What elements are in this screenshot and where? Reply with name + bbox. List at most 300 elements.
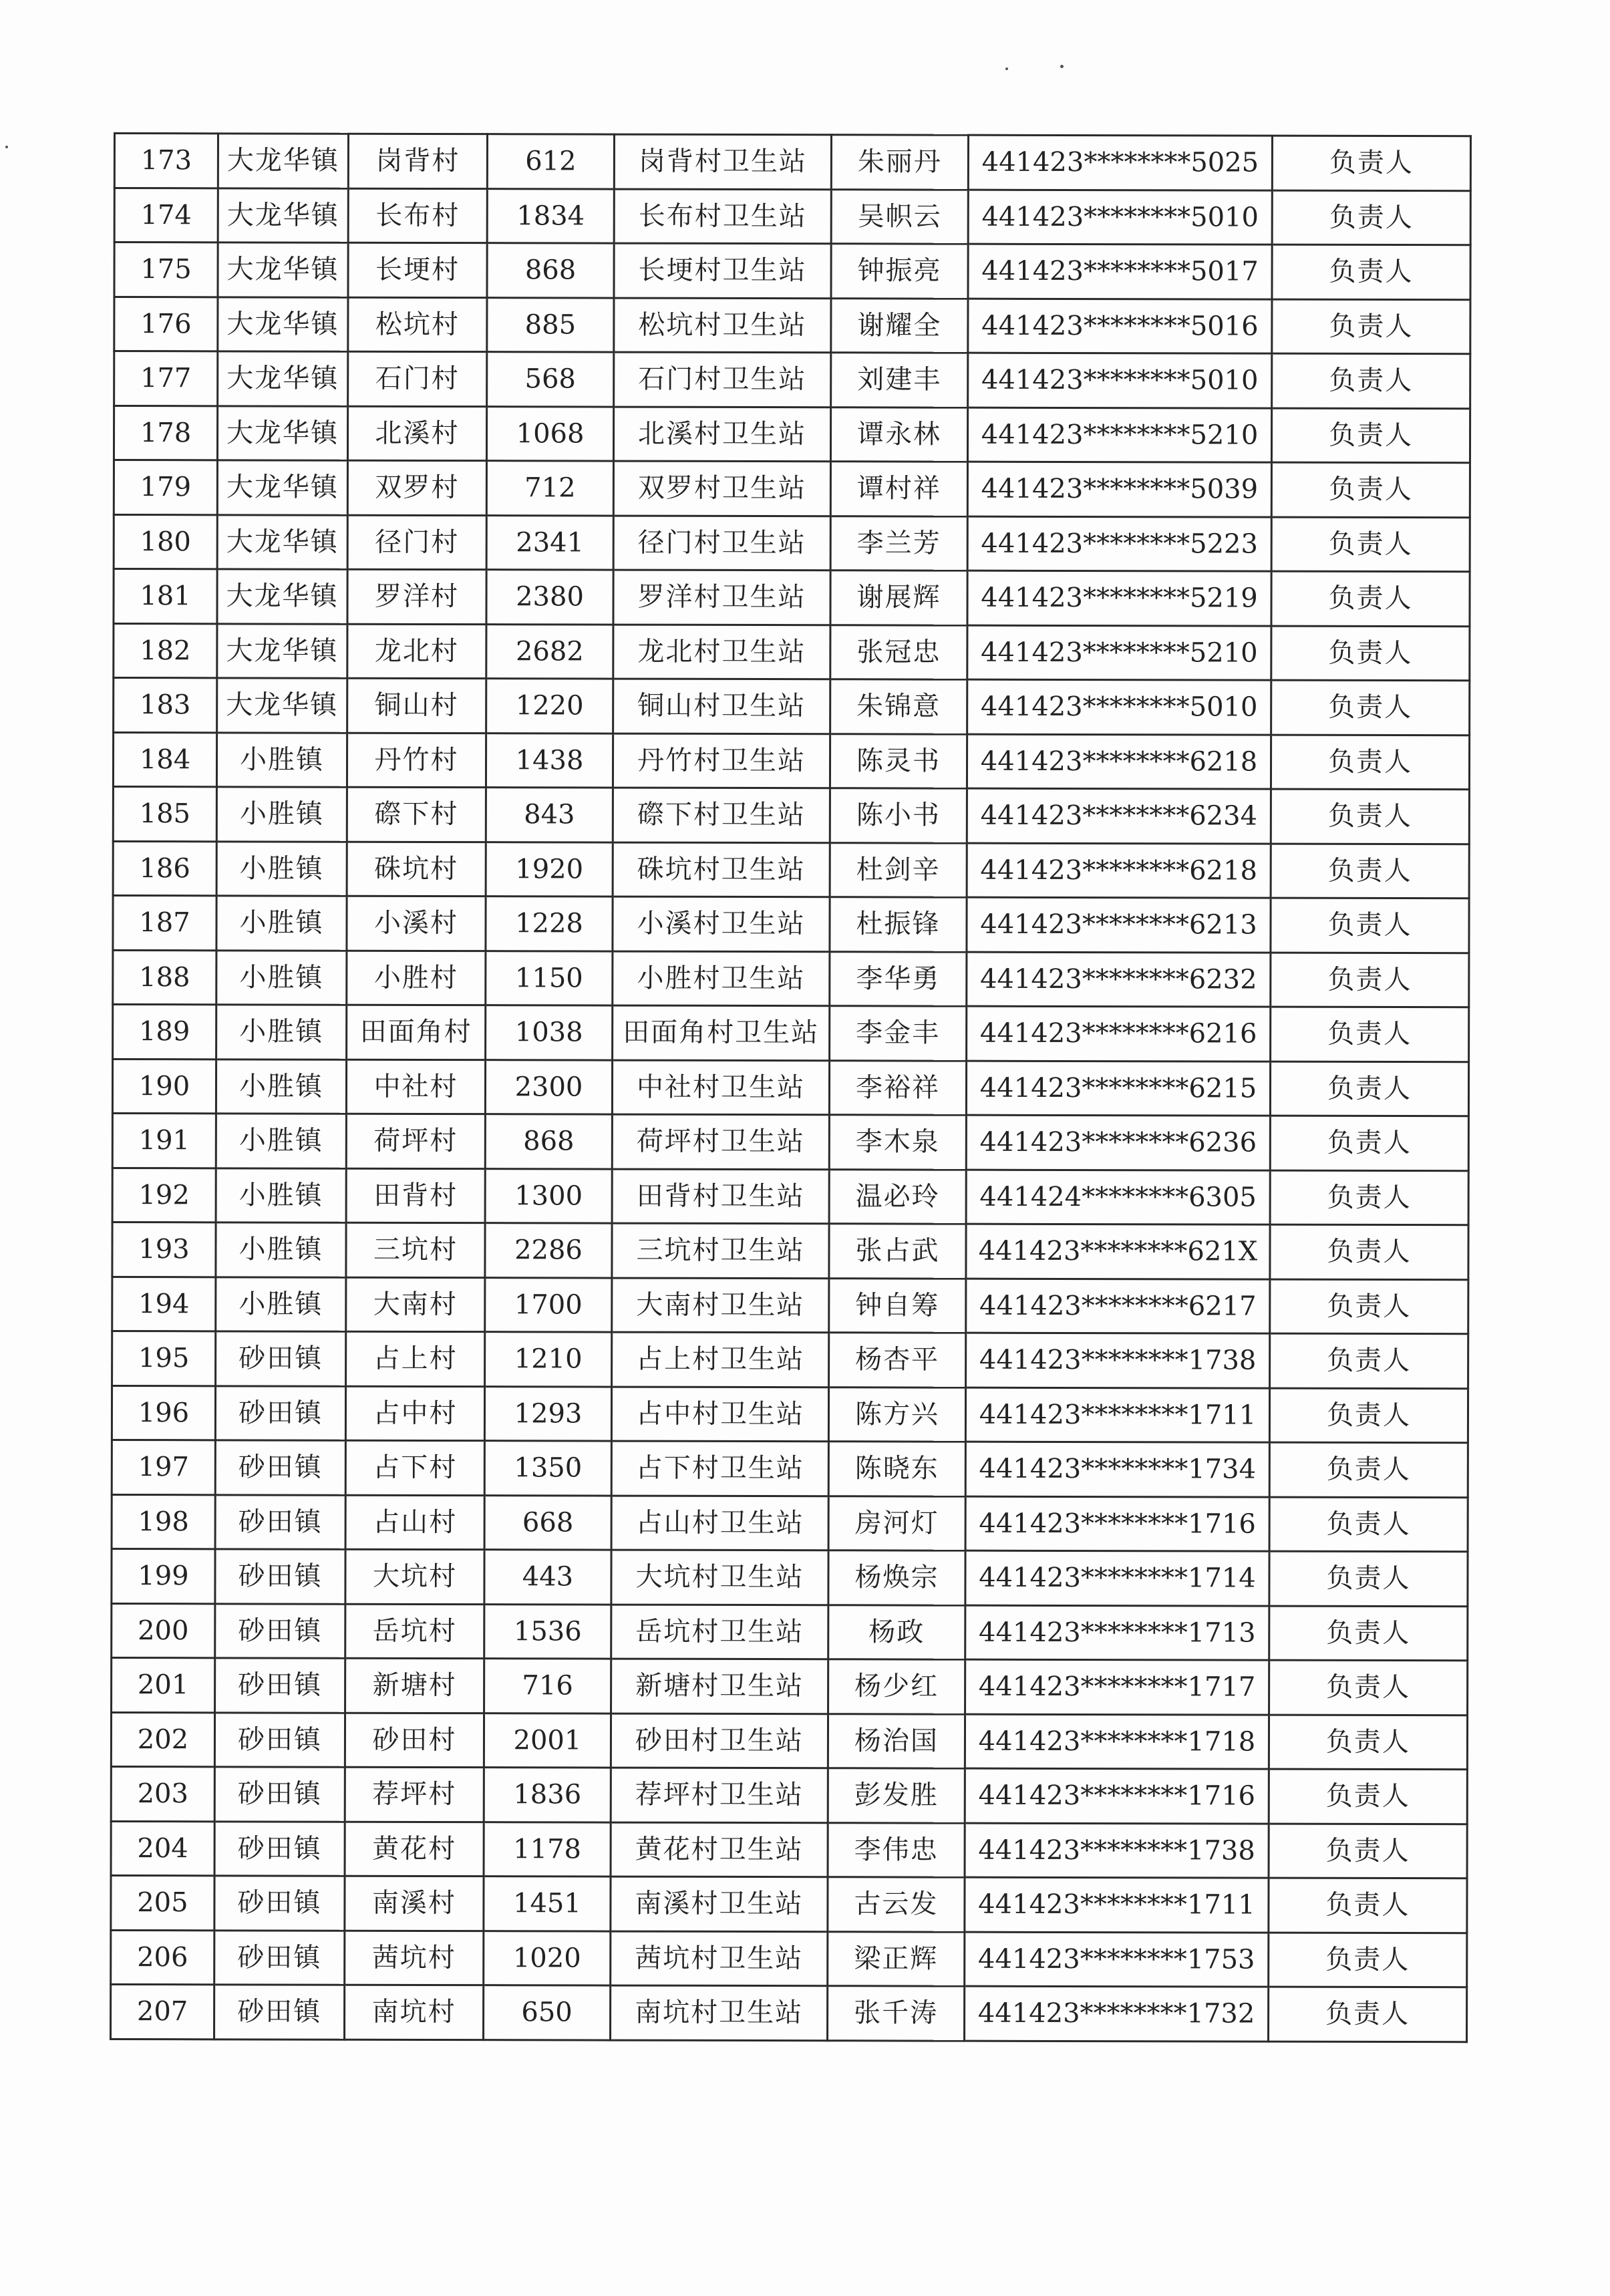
station-cell: 南溪村卫生站 — [611, 1876, 828, 1931]
table-row — [113, 787, 1469, 844]
town-cell: 大龙华镇 — [217, 460, 347, 515]
station-cell: 小溪村卫生站 — [613, 896, 830, 951]
population-cell: 1300 — [485, 1168, 612, 1223]
row-number-cell: 196 — [112, 1385, 215, 1440]
population-cell: 1150 — [486, 951, 613, 1005]
table-row — [111, 1821, 1467, 1878]
village-cell: 丹竹村 — [347, 733, 486, 788]
row-number-cell: 206 — [111, 1930, 214, 1985]
station-cell: 龙北村卫生站 — [613, 625, 830, 679]
id-number-cell: 441423********5010 — [967, 679, 1271, 734]
row-number-cell: 205 — [111, 1875, 214, 1930]
table-row — [114, 297, 1470, 354]
row-number-cell: 197 — [112, 1440, 215, 1494]
row-number-cell: 207 — [111, 1984, 214, 2039]
row-number-cell: 204 — [111, 1821, 214, 1876]
clinic-roster-table — [110, 132, 1472, 2043]
id-number-cell: 441423********5010 — [968, 353, 1272, 407]
person-name-cell: 杨焕宗 — [828, 1550, 965, 1605]
station-cell: 硃坑村卫生站 — [613, 842, 830, 897]
population-cell: 2341 — [486, 515, 613, 570]
station-cell: 石门村卫生站 — [614, 352, 831, 407]
table-row — [112, 1222, 1468, 1279]
row-number-cell: 187 — [113, 896, 216, 951]
person-name-cell: 吴帜云 — [831, 189, 968, 244]
row-number-cell: 189 — [113, 1005, 216, 1059]
village-cell: 岳坑村 — [345, 1604, 484, 1659]
table-row — [114, 188, 1470, 245]
role-cell: 负责人 — [1269, 1769, 1467, 1824]
role-cell: 负责人 — [1272, 353, 1470, 408]
town-cell: 大龙华镇 — [218, 242, 348, 297]
row-number-cell: 181 — [114, 569, 217, 624]
id-number-cell: 441423********1716 — [965, 1496, 1269, 1551]
station-cell: 荷坪村卫生站 — [612, 1114, 829, 1169]
person-name-cell: 李兰芳 — [830, 516, 967, 570]
role-cell: 负责人 — [1271, 462, 1470, 517]
village-cell: 大南村 — [346, 1277, 485, 1332]
row-number-cell: 203 — [111, 1766, 214, 1821]
village-cell: 占上村 — [346, 1331, 485, 1386]
person-name-cell: 朱丽丹 — [831, 135, 968, 190]
role-cell: 负责人 — [1269, 1878, 1467, 1933]
village-cell: 岗背村 — [348, 134, 487, 188]
station-cell: 岗背村卫生站 — [614, 134, 831, 189]
role-cell: 负责人 — [1272, 190, 1470, 245]
role-cell: 负责人 — [1269, 1933, 1467, 1987]
town-cell: 大龙华镇 — [218, 188, 348, 242]
row-number-cell: 180 — [114, 514, 217, 569]
town-cell: 砂田镇 — [216, 1331, 346, 1386]
role-cell: 负责人 — [1271, 626, 1470, 681]
id-number-cell: 441423********6218 — [967, 843, 1271, 898]
village-cell: 小胜村 — [347, 951, 486, 1005]
person-name-cell: 彭发胜 — [828, 1768, 965, 1823]
row-number-cell: 198 — [112, 1494, 215, 1549]
table-row — [114, 514, 1470, 572]
village-cell: 田背村 — [346, 1168, 485, 1223]
population-cell: 1293 — [484, 1386, 611, 1441]
station-cell: 松坑村卫生站 — [614, 298, 831, 353]
person-name-cell: 杨少红 — [828, 1659, 965, 1714]
role-cell: 负责人 — [1271, 1007, 1469, 1061]
role-cell: 负责人 — [1269, 1824, 1467, 1878]
village-cell: 双罗村 — [347, 460, 486, 515]
table-row — [114, 351, 1470, 409]
id-number-cell: 441423********6234 — [967, 788, 1271, 843]
role-cell: 负责人 — [1271, 517, 1470, 572]
station-cell: 中社村卫生站 — [612, 1060, 829, 1115]
village-cell: 松坑村 — [348, 297, 487, 352]
population-cell: 1210 — [485, 1332, 612, 1387]
id-number-cell: 441423********6215 — [966, 1061, 1270, 1116]
population-cell: 1228 — [486, 896, 613, 951]
town-cell: 大龙华镇 — [217, 678, 347, 733]
table-row — [114, 460, 1470, 518]
role-cell: 负责人 — [1270, 1333, 1468, 1388]
town-cell: 砂田镇 — [215, 1549, 345, 1604]
village-cell: 茜坑村 — [345, 1931, 484, 1985]
population-cell: 868 — [487, 243, 614, 298]
village-cell: 石门村 — [348, 351, 487, 406]
person-name-cell: 杜振锋 — [830, 897, 967, 952]
row-number-cell: 193 — [112, 1222, 216, 1277]
town-cell: 砂田镇 — [215, 1385, 345, 1440]
population-cell: 2682 — [486, 624, 613, 679]
town-cell: 小胜镇 — [216, 1114, 346, 1168]
id-number-cell: 441423********5210 — [967, 407, 1271, 462]
role-cell: 负责人 — [1271, 735, 1469, 790]
station-cell: 径门村卫生站 — [613, 516, 830, 570]
station-cell: 占上村卫生站 — [612, 1332, 829, 1387]
table-row — [113, 732, 1469, 790]
row-number-cell: 179 — [114, 460, 217, 515]
person-name-cell: 朱锦意 — [830, 679, 967, 734]
population-cell: 1536 — [484, 1604, 611, 1659]
station-cell: 占山村卫生站 — [611, 1496, 828, 1550]
town-cell: 砂田镇 — [214, 1930, 345, 1985]
table-row — [112, 1331, 1468, 1388]
id-number-cell: 441423********1716 — [965, 1768, 1269, 1823]
role-cell: 负责人 — [1269, 1987, 1467, 2041]
population-cell: 1834 — [487, 188, 614, 243]
row-number-cell: 185 — [113, 787, 216, 842]
role-cell: 负责人 — [1271, 408, 1470, 463]
population-cell: 1920 — [486, 842, 613, 896]
person-name-cell: 陈灵书 — [830, 733, 967, 788]
station-cell: 砂田村卫生站 — [611, 1713, 828, 1768]
population-cell: 885 — [487, 297, 614, 352]
table-row — [112, 1440, 1468, 1497]
row-number-cell: 192 — [112, 1168, 216, 1222]
id-number-cell: 441423********5219 — [967, 570, 1271, 625]
town-cell: 砂田镇 — [214, 1821, 345, 1876]
village-cell: 荷坪村 — [346, 1114, 485, 1168]
row-number-cell: 200 — [112, 1603, 215, 1658]
role-cell: 负责人 — [1270, 1224, 1468, 1279]
town-cell: 砂田镇 — [214, 1767, 345, 1822]
station-cell: 黄花村卫生站 — [611, 1822, 828, 1877]
row-number-cell: 182 — [114, 623, 217, 678]
population-cell: 612 — [487, 134, 614, 189]
row-number-cell: 195 — [112, 1331, 216, 1385]
row-number-cell: 176 — [114, 297, 218, 351]
station-cell: 罗洋村卫生站 — [613, 570, 830, 625]
id-number-cell: 441423********1717 — [965, 1659, 1269, 1714]
table-row — [114, 134, 1470, 191]
village-cell: 占山村 — [345, 1495, 484, 1550]
village-cell: 铜山村 — [347, 678, 486, 733]
row-number-cell: 186 — [113, 841, 216, 896]
row-number-cell: 174 — [114, 188, 218, 242]
population-cell: 1438 — [486, 733, 613, 788]
town-cell: 砂田镇 — [214, 1985, 345, 2039]
person-name-cell: 张冠忠 — [830, 625, 967, 679]
role-cell: 负责人 — [1271, 898, 1469, 953]
population-cell: 1178 — [484, 1822, 611, 1876]
person-name-cell: 谭永林 — [830, 407, 967, 462]
table-body — [111, 134, 1471, 2042]
village-cell: 南坑村 — [345, 1985, 484, 2039]
id-number-cell: 441423********6216 — [967, 1006, 1271, 1061]
role-cell: 负责人 — [1269, 1442, 1468, 1497]
role-cell: 负责人 — [1270, 1279, 1468, 1334]
table-row — [114, 405, 1470, 463]
row-number-cell: 201 — [112, 1657, 215, 1712]
town-cell: 砂田镇 — [214, 1712, 345, 1767]
id-number-cell: 441423********6217 — [966, 1279, 1270, 1333]
village-cell: 砂田村 — [345, 1713, 484, 1768]
role-cell: 负责人 — [1271, 844, 1469, 898]
table-row — [111, 1930, 1467, 1987]
table-row — [112, 1113, 1468, 1170]
table-row — [113, 1005, 1469, 1062]
population-cell: 1068 — [486, 406, 613, 461]
town-cell: 大龙华镇 — [218, 351, 348, 406]
town-cell: 小胜镇 — [216, 1005, 347, 1059]
person-name-cell: 陈晓东 — [828, 1442, 965, 1496]
role-cell: 负责人 — [1270, 1170, 1468, 1225]
row-number-cell: 184 — [113, 732, 216, 787]
person-name-cell: 陈小书 — [830, 788, 967, 843]
id-number-cell: 441423********1718 — [965, 1714, 1269, 1769]
id-number-cell: 441423********5016 — [968, 299, 1272, 353]
id-number-cell: 441423********1738 — [965, 1823, 1269, 1878]
station-cell: 占下村卫生站 — [611, 1441, 828, 1496]
table-row — [113, 841, 1469, 898]
population-cell: 1451 — [484, 1876, 611, 1931]
town-cell: 小胜镇 — [216, 841, 347, 896]
station-cell: 小胜村卫生站 — [613, 951, 830, 1006]
id-number-cell: 441423********5025 — [968, 135, 1272, 190]
village-cell: 中社村 — [346, 1059, 485, 1114]
table-row — [111, 1712, 1467, 1770]
village-cell: 新塘村 — [345, 1658, 484, 1713]
row-number-cell: 190 — [112, 1059, 216, 1114]
row-number-cell: 178 — [114, 405, 217, 460]
person-name-cell: 梁正辉 — [828, 1931, 965, 1986]
id-number-cell: 441423********1714 — [965, 1550, 1269, 1605]
id-number-cell: 441423********5010 — [968, 190, 1272, 244]
station-cell: 大南村卫生站 — [612, 1278, 829, 1333]
role-cell: 负责人 — [1270, 1116, 1468, 1170]
scan-speck — [5, 146, 8, 148]
town-cell: 砂田镇 — [214, 1876, 345, 1931]
town-cell: 小胜镇 — [216, 1059, 346, 1114]
station-cell: 占中村卫生站 — [611, 1387, 828, 1442]
station-cell: 长埂村卫生站 — [614, 243, 831, 298]
population-cell: 1700 — [485, 1277, 612, 1332]
town-cell: 砂田镇 — [215, 1658, 345, 1713]
id-number-cell: 441423********6213 — [967, 897, 1271, 952]
person-name-cell: 李伟忠 — [828, 1822, 965, 1877]
population-cell: 2286 — [485, 1223, 612, 1278]
scan-speck — [1060, 65, 1064, 68]
population-cell: 1220 — [486, 679, 613, 733]
role-cell: 负责人 — [1271, 789, 1469, 844]
row-number-cell: 175 — [114, 242, 218, 297]
town-cell: 砂田镇 — [215, 1603, 345, 1658]
station-cell: 新塘村卫生站 — [611, 1659, 828, 1713]
population-cell: 443 — [484, 1550, 611, 1605]
role-cell: 负责人 — [1270, 1061, 1468, 1116]
town-cell: 砂田镇 — [215, 1494, 345, 1549]
table-row — [111, 1766, 1467, 1824]
village-cell: 长埂村 — [348, 242, 487, 297]
village-cell: 南溪村 — [345, 1876, 484, 1931]
village-cell: 龙北村 — [347, 624, 486, 679]
id-number-cell: 441423********1711 — [965, 1387, 1269, 1442]
town-cell: 小胜镇 — [216, 787, 347, 842]
person-name-cell: 刘建丰 — [831, 353, 968, 407]
village-cell: 径门村 — [347, 515, 486, 570]
town-cell: 小胜镇 — [216, 1277, 346, 1331]
station-cell: 岳坑村卫生站 — [611, 1605, 828, 1659]
station-cell: 铜山村卫生站 — [613, 679, 830, 733]
person-name-cell: 钟自筹 — [829, 1278, 966, 1333]
village-cell: 北溪村 — [347, 406, 486, 461]
id-number-cell: 441423********6236 — [966, 1115, 1270, 1170]
table-row — [114, 623, 1470, 681]
village-cell: 小溪村 — [347, 896, 486, 951]
station-cell: 丹竹村卫生站 — [613, 733, 830, 788]
population-cell: 2380 — [486, 570, 613, 625]
role-cell: 负责人 — [1269, 1660, 1468, 1715]
id-number-cell: 441423********1732 — [965, 1986, 1269, 2041]
population-cell: 1350 — [484, 1441, 611, 1496]
population-cell: 2001 — [484, 1713, 611, 1768]
village-cell: 大坑村 — [345, 1549, 484, 1604]
village-cell: 磜下村 — [347, 787, 486, 842]
person-name-cell: 李金丰 — [830, 1006, 967, 1061]
person-name-cell: 房河灯 — [828, 1496, 965, 1550]
town-cell: 大龙华镇 — [217, 623, 347, 678]
id-number-cell: 441424********6305 — [966, 1170, 1270, 1224]
town-cell: 大龙华镇 — [218, 134, 348, 188]
population-cell: 1020 — [484, 1931, 611, 1985]
person-name-cell: 古云发 — [828, 1877, 965, 1932]
station-cell: 田面角村卫生站 — [613, 1005, 830, 1060]
station-cell: 田背村卫生站 — [612, 1169, 829, 1224]
person-name-cell: 杨政 — [828, 1605, 965, 1659]
id-number-cell: 441423********621X — [966, 1224, 1270, 1279]
id-number-cell: 441423********1711 — [965, 1877, 1269, 1932]
population-cell: 2300 — [485, 1059, 612, 1114]
person-name-cell: 张千涛 — [828, 1986, 965, 2041]
table-row — [112, 1603, 1468, 1661]
table-row — [112, 1548, 1468, 1606]
role-cell: 负责人 — [1272, 299, 1470, 354]
role-cell: 负责人 — [1271, 680, 1470, 735]
station-cell: 大坑村卫生站 — [611, 1550, 828, 1605]
table-row — [112, 1059, 1468, 1116]
station-cell: 茜坑村卫生站 — [611, 1931, 828, 1986]
village-cell: 黄花村 — [345, 1822, 484, 1876]
table-row — [112, 1657, 1468, 1715]
role-cell: 负责人 — [1271, 953, 1469, 1007]
table-row — [111, 1984, 1467, 2041]
person-name-cell: 李木泉 — [829, 1115, 966, 1170]
scan-speck — [1005, 67, 1008, 70]
person-name-cell: 谢展辉 — [830, 570, 967, 625]
id-number-cell: 441423********6232 — [967, 952, 1271, 1007]
role-cell: 负责人 — [1269, 1715, 1467, 1770]
station-cell: 磜下村卫生站 — [613, 788, 830, 842]
person-name-cell: 李裕祥 — [829, 1060, 966, 1115]
town-cell: 大龙华镇 — [217, 569, 347, 624]
id-number-cell: 441423********1753 — [965, 1932, 1269, 1987]
table-row — [113, 896, 1469, 953]
town-cell: 大龙华镇 — [217, 514, 347, 569]
role-cell: 负责人 — [1271, 571, 1470, 626]
town-cell: 砂田镇 — [215, 1440, 345, 1495]
id-number-cell: 441423********1738 — [966, 1333, 1270, 1387]
role-cell: 负责人 — [1269, 1497, 1468, 1552]
table-row — [114, 569, 1470, 627]
row-number-cell: 188 — [113, 950, 216, 1005]
village-cell: 占中村 — [345, 1386, 484, 1441]
table-row — [113, 950, 1469, 1007]
station-cell: 北溪村卫生站 — [613, 407, 830, 462]
row-number-cell: 199 — [112, 1548, 215, 1603]
population-cell: 843 — [486, 788, 613, 842]
role-cell: 负责人 — [1269, 1388, 1468, 1443]
station-cell: 荐坪村卫生站 — [611, 1768, 828, 1822]
town-cell: 小胜镇 — [216, 732, 347, 787]
population-cell: 868 — [485, 1114, 612, 1169]
role-cell: 负责人 — [1272, 136, 1470, 190]
village-cell: 占下村 — [345, 1440, 484, 1495]
table-row — [114, 678, 1470, 735]
table-row — [112, 1277, 1468, 1334]
population-cell: 1038 — [486, 1005, 613, 1060]
row-number-cell: 202 — [111, 1712, 214, 1767]
population-cell: 568 — [487, 352, 614, 407]
id-number-cell: 441423********5223 — [967, 516, 1271, 571]
person-name-cell: 杜剑辛 — [830, 842, 967, 897]
town-cell: 大龙华镇 — [218, 297, 348, 351]
village-cell: 荐坪村 — [345, 1767, 484, 1822]
station-cell: 双罗村卫生站 — [613, 461, 830, 516]
person-name-cell: 杨治国 — [828, 1713, 965, 1768]
row-number-cell: 173 — [114, 134, 218, 188]
person-name-cell: 杨杏平 — [829, 1333, 966, 1387]
table-row — [112, 1385, 1468, 1443]
person-name-cell: 温必玲 — [829, 1169, 966, 1224]
id-number-cell: 441423********1734 — [965, 1442, 1269, 1496]
village-cell: 罗洋村 — [347, 569, 486, 624]
person-name-cell: 谢耀全 — [831, 298, 968, 353]
person-name-cell: 张占武 — [829, 1224, 966, 1279]
id-number-cell: 441423********5017 — [968, 244, 1272, 299]
village-cell: 三坑村 — [346, 1222, 485, 1277]
role-cell: 负责人 — [1269, 1551, 1468, 1606]
station-cell: 长布村卫生站 — [614, 189, 831, 244]
station-cell: 南坑村卫生站 — [611, 1985, 828, 2040]
table-row — [114, 242, 1470, 300]
population-cell: 712 — [486, 461, 613, 516]
role-cell: 负责人 — [1272, 244, 1470, 299]
table-row — [112, 1168, 1468, 1225]
village-cell: 硃坑村 — [347, 842, 486, 896]
station-cell: 三坑村卫生站 — [612, 1223, 829, 1278]
id-number-cell: 441423********5210 — [967, 625, 1271, 680]
population-cell: 716 — [484, 1659, 611, 1713]
id-number-cell: 441423********1713 — [965, 1605, 1269, 1660]
table-row — [111, 1875, 1467, 1933]
row-number-cell: 183 — [114, 678, 217, 733]
population-cell: 650 — [484, 1985, 611, 2040]
